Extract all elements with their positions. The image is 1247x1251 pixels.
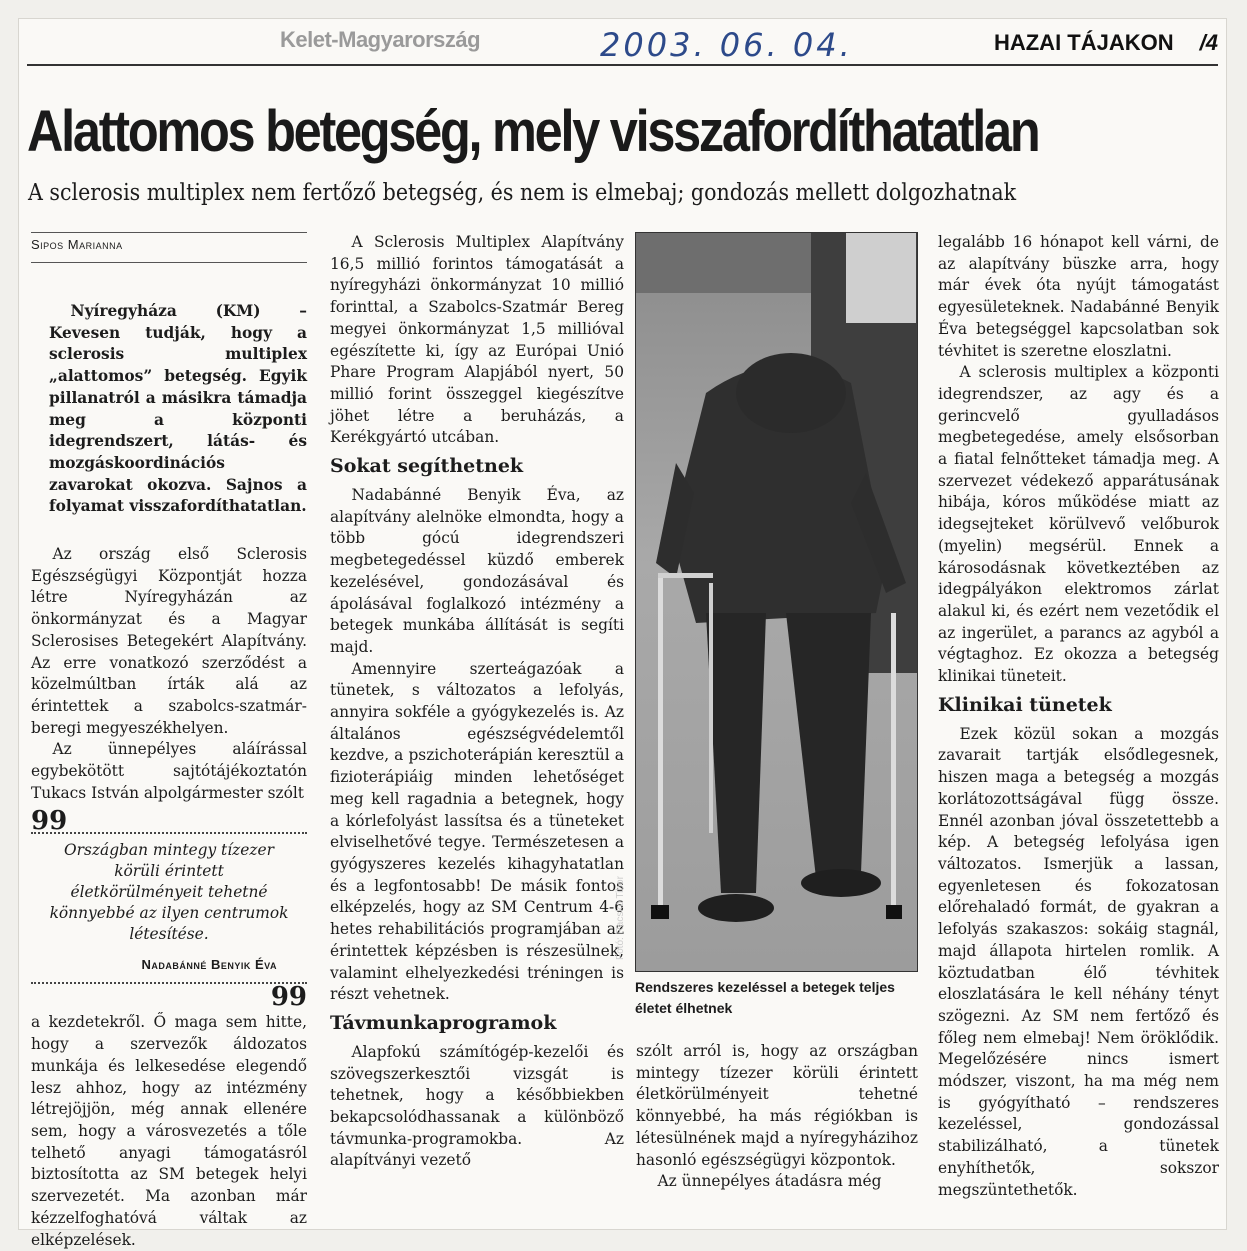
article-photo — [635, 232, 918, 972]
newspaper-masthead: Kelet-Magyarország — [280, 27, 481, 52]
paragraph: a kezdetekről. Ő maga sem hitte, hogy a szervezők áldozatos munkája és lelkesedése elegendő lesz ahhoz, hogy az intézmény létrejöjjön, még annak ellenére sem, hogy a városvezetés a tőle telhető anyagi támogatásról biztosította az SM betegek helyi szervezetét. Ma azonban már kézzelfoghatóvá váltak az elképzelések. — [31, 1013, 307, 1249]
quote-text: Országban mintegy tízezer körüli érintett életkörülményeit tehetné könnyebbé az ilyen centrumok létesítése. — [49, 841, 289, 944]
photo-walker-illustration — [636, 233, 917, 971]
byline: Sipos Marianna — [31, 232, 307, 263]
quote-author: Nadabánné Benyik Éva — [141, 957, 277, 973]
handwritten-date: 2003. 06. 04. — [600, 26, 853, 64]
paragraph: A Sclerosis Multiplex Alapítvány 16,5 millió forintos támogatását a nyíregyházi önkormányzat 10 millió forinttal, a Szabolcs-Szatmár Bereg megyei önkormányzat 1,5 millióval egészítette ki, így az Európai Unió Phare Program Alapjából nyert, 50 millió forint összeggel kiegészítve jöhet létre a beruházás, a Kerékgyártó utcában. — [330, 233, 624, 447]
article-subheadline: A sclerosis multiplex nem fertőző betegség, és nem is elmebaj; gondozás mellett dolgozhatnak — [28, 180, 1017, 206]
column-4 — [938, 232, 1219, 1201]
paragraph: legalább 16 hónapot kell várni, de az alapítvány büszke arra, hogy már évek óta nyújt támogatást egyesületeknek. Nadabánné Benyik Éva betegséggel kapcsolatban sok tévhitet is szeretne eloszlatni. — [938, 233, 1219, 360]
column-3 — [636, 1041, 918, 1193]
column-1 — [31, 232, 307, 1251]
subheading-klinikai: Klinikai tünetek — [938, 693, 1112, 716]
top-rule — [27, 64, 1218, 66]
paragraph: szólt arról is, hogy az országban mintegy tízezer körüli érintett életkörülményeit tehetné könnyebbé, ha más régiókban is létesülnének majd a nyíregyházihoz hasonló egészségügyi központok. — [636, 1042, 918, 1169]
article-headline: Alattomos betegség, mely visszafordíthatatlan — [27, 99, 1039, 164]
quote-close-mark: 99 — [31, 982, 307, 1006]
paragraph: Alapfokú számítógép-kezelői és szövegszerkesztői vizsgát is tehetnek, hogy a későbbiekben bekapcsolódhassanak a különböző távmunka-programokba. Az alapítványi vezető — [330, 1042, 624, 1170]
photo-credit: Fotó: Racskó Tibor — [615, 876, 626, 960]
section-name: HAZAI TÁJAKON — [993, 30, 1174, 55]
column-2 — [330, 232, 624, 1172]
quote-open-mark: 99 — [31, 812, 307, 834]
paragraph: A sclerosis multiplex a központi idegrendszer, az agy és a gerincvelő gyulladásos megbetegedése, amely elsősorban a fiatal felnőtteket támadja meg. A szervezet védekező apparátusának hibája, kóros működése miatt az idegsejteket körülvevő velőburok (myelin) megsérül. Ennek a károsodásnak következtében az idegpályákon elektromos zárlat alakul ki, és ezért nem vezetődik el az ingerület, a parancs az agyból a végtaghoz. Ez okozza a betegség klinikai tüneteit. — [938, 363, 1219, 686]
paragraph: Az ünnepélyes aláírással egybekötött sajtótájékoztatón Tukacs István alpolgármester szólt — [31, 740, 307, 802]
paragraph: Amennyire szerteágazóak a tünetek, s változatos a lefolyás, annyira sokféle a gyógykezelés is. Az általános egészségvédelemtől kezdve, a pszichoterápián keresztül a fizioterápiáig minden lehetőséget meg kell ragadnia a betegnek, hogy a kórlefolyást lassítsa és a tüneteket elviselhetővé tegye. Természetesen a gyógyszeres kezelés kihagyhatatlan és a legfontosabb! De másik fontos elképzelés, hogy az SM Centrum 4-6 hetes rehabilitációs programjában az érintettek képzésben is részesülnek, valamint elhelyezkedési tréningen is részt vehetnek. — [330, 659, 624, 1004]
subheading-tavmunka: Távmunkaprogramok — [330, 1011, 557, 1034]
paragraph: Az ünnepélyes átadásra még — [657, 1172, 882, 1191]
pull-quote — [31, 806, 307, 1013]
lead-paragraph: Nyíregyháza (KM) – Kevesen tudják, hogy a sclerosis multiplex „alattomos” betegség. Egyik pillanatról a másikra támadja meg a központi idegrendszert, látás- és mozgáskoordinációs zavarokat okozva. Sajnos a folyamat visszafordíthatatlan. — [49, 302, 307, 516]
paragraph: Ezek közül sokan a mozgás zavarait tartják elsődlegesnek, hiszen maga a betegség a mozgás korlátozottságával függ össze. Ennél azonban jóval összetettebb a kép. A betegség lefolyása igen változatos. Ismerjük a lassan, egyenletesen és fokozatosan előrehaladó formát, de gyakran a lefolyás szakaszos: sokáig stagnál, majd állapota hirtelen romlik. A köztudatban élő tévhitek eloszlatására le kell néhány tényt szögezni. Az SM nem fertőző és főleg nem elmebaj! Nem öröklődik. Megelőzésére nincs ismert módszer, viszont, ha ma még nem is gyógyítható – rendszeres kezeléssel, gondozással stabilizálható, a tünetek enyhíthetők, sokszor megszüntethetők. — [938, 724, 1219, 1199]
section-header — [994, 30, 1218, 56]
page-number: /4 — [1199, 30, 1218, 55]
subheading-sokat: Sokat segíthetnek — [330, 455, 524, 478]
photo-caption: Rendszeres kezeléssel a betegek teljes életet élhetnek — [635, 979, 895, 1016]
paragraph: Az ország első Sclerosis Egészségügyi Központját hozza létre Nyíregyházán az önkormányzat és a Magyar Sclerosises Betegekért Alapítvány. Az erre vonatkozó szerződést a közelmúltban írták alá az érintettek a szabolcs-szatmár-beregi megyeszékhelyen. — [31, 545, 307, 737]
paragraph: Nadabánné Benyik Éva, az alapítvány alelnöke elmondta, hogy a több gócú idegrendszeri megbetegedéssel küzdő emberek kezelésével, gondozásával és ápolásával foglalkozó intézmény a betegek munkába állítását is segíti majd. — [330, 486, 624, 656]
